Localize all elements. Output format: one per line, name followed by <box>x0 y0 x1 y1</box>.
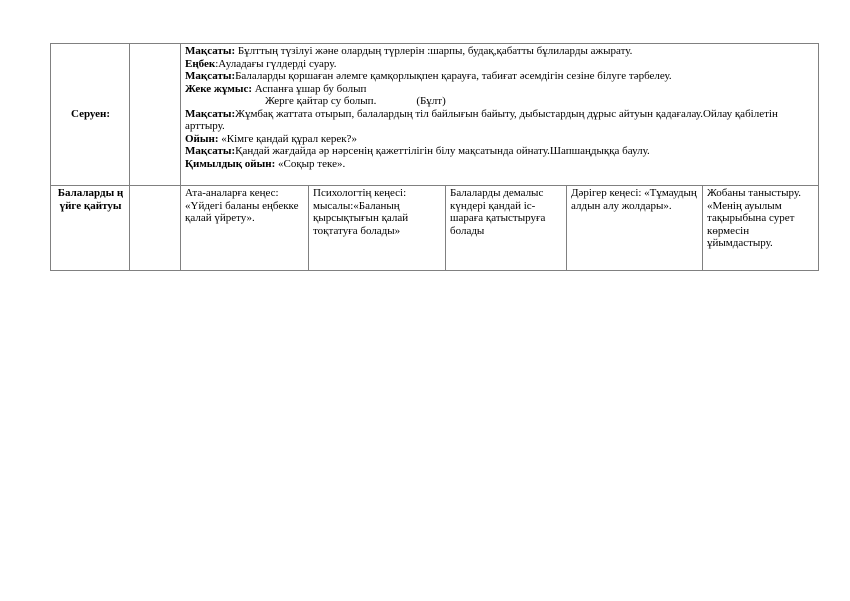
parents-advice-cell: Ата-аналарға кеңес: «Үйдегі баланы еңбекке қалай үйрету». <box>181 186 309 271</box>
daily-plan-table <box>50 43 819 271</box>
walk-line: Мақсаты:Балаларды қоршаған әлемге қамқорлықпен қарауға, табиғат әсемдігін сезіне білуге тәрбелеу. <box>185 70 672 82</box>
project-cell: Жобаны таныстыру. «Менің ауылым тақырыбына сурет көрмесін ұйымдастыру. <box>703 186 819 271</box>
walk-line: Мақсаты:Қандай жағдайда әр нәрсенің қажеттілігін білу мақсатында ойнату.Шапшаңдыққа баулу. <box>185 145 650 157</box>
walk-content <box>181 44 819 186</box>
walk-line: Жерге қайтар су болып. (Бұлт) <box>265 95 446 107</box>
psychologist-advice-cell: Психологтің кеңесі: мысалы:«Баланың қырсықтығын қалай тоқтатуға болады» <box>309 186 446 271</box>
walk-line: Еңбек:Ауладағы гүлдерді суару. <box>185 57 337 70</box>
home-row <box>51 186 819 271</box>
walk-line: Қимылдық ойын: «Соқыр теке». <box>185 157 346 170</box>
walk-row <box>51 44 819 186</box>
weekend-activities-cell: Балаларды демалыс күндері қандай іс-шараға қатыстыруға болады <box>446 186 567 271</box>
doctor-advice-cell: Дәрігер кеңесі: «Тұмаудың алдын алу жолдары». <box>567 186 703 271</box>
walk-empty-cell <box>130 44 181 186</box>
home-empty-cell <box>130 186 181 271</box>
walk-line: Ойын: «Кімге қандай құрал керек?» <box>185 132 357 145</box>
walk-label: Серуен: <box>51 44 130 186</box>
walk-line: Мақсаты: Бұлттың түзілуі және олардың түрлерін :шарпы, будақ,қабатты бұлиларды ажырату. <box>185 45 633 57</box>
walk-line: Мақсаты:Жұмбақ жаттата отырып, балалардың тіл байлығын байыту, дыбыстардың дұрыс айтуын қадағалау.Ойлау қабілетін арттыру. <box>185 107 778 132</box>
home-label: Балаларды ң үйге қайтуы <box>51 186 130 271</box>
walk-line: Жеке жұмыс: Аспанға ұшар бу болып <box>185 82 367 95</box>
